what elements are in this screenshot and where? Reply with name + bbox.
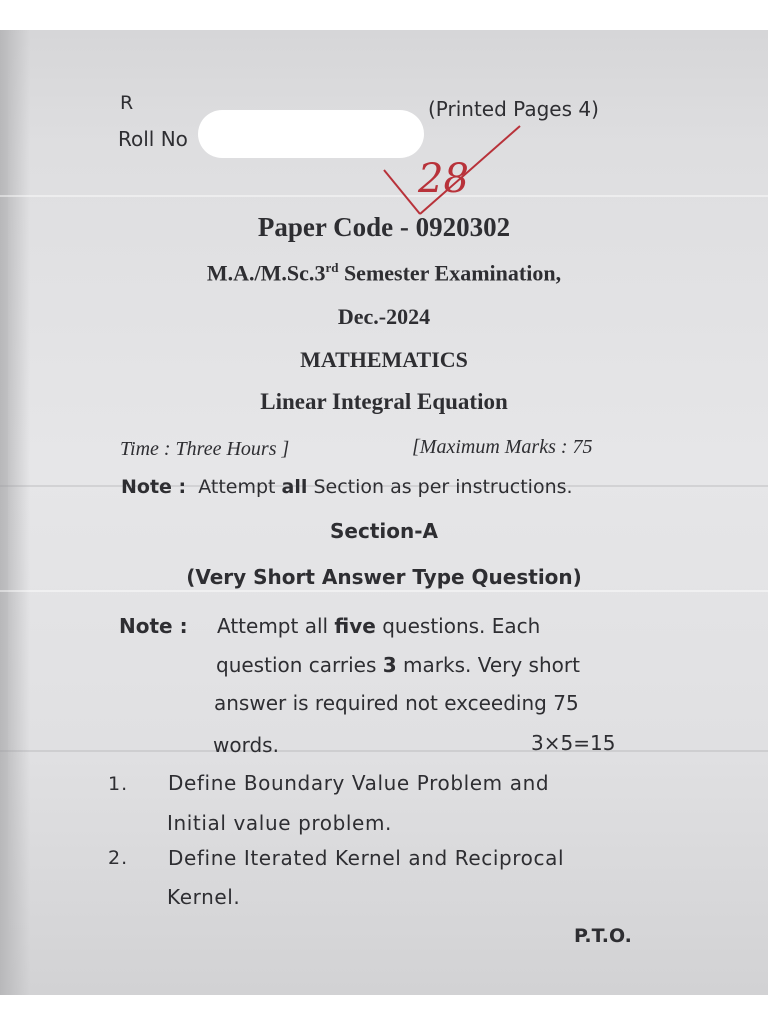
note-line2-bold: 3 — [382, 653, 397, 677]
paper-code: Paper Code - 0920302 — [257, 212, 511, 242]
note-line1-post: questions. Each — [375, 614, 541, 638]
subject-title: MATHEMATICS — [300, 347, 468, 372]
exam-semester-sup: rd — [325, 260, 339, 275]
general-note — [121, 476, 573, 498]
question-text-line1: Define Iterated Kernel and Reciprocal — [168, 846, 565, 870]
paper-fold — [0, 590, 768, 592]
exam-semester-rest: Semester Examination, — [338, 260, 562, 286]
marks-calculation: 3×5=15 — [531, 731, 616, 755]
pto-label: P.T.O. — [574, 925, 632, 947]
exam-session: Dec.-2024 — [337, 304, 431, 329]
header-letter: R — [120, 92, 134, 114]
note-line1-bold: five — [334, 614, 376, 638]
note-text-post: Section as per instructions. — [307, 476, 573, 498]
question-text-line2: Initial value problem. — [167, 811, 392, 835]
note-line2-post: marks. Very short — [396, 653, 580, 677]
section-title: Section-A — [330, 519, 438, 543]
note-label: Note : — [121, 476, 187, 498]
section-note-label: Note : — [119, 614, 188, 638]
exam-program: M.A./M.Sc. — [206, 260, 315, 286]
section-subtitle: (Very Short Answer Type Question) — [186, 565, 582, 589]
exam-line — [0, 260, 768, 286]
question-number: 1. — [108, 773, 129, 795]
max-marks-label: [Maximum Marks : 75 — [412, 436, 593, 458]
paper-title: Linear Integral Equation — [260, 389, 508, 414]
section-note-line4: words. — [213, 733, 279, 757]
question-text-line2: Kernel. — [167, 885, 241, 909]
paper-fold — [0, 750, 768, 752]
question-number: 2. — [108, 847, 129, 869]
note-text-bold: all — [281, 476, 308, 498]
section-note-line3: answer is required not exceeding 75 — [214, 691, 579, 715]
handwritten-marks: 28 — [418, 156, 469, 202]
note-line1-pre: Attempt all — [217, 614, 335, 638]
paper-shadow — [0, 30, 30, 995]
time-label: Time : Three Hours ] — [120, 438, 290, 460]
exam-semester-num: 3 — [314, 260, 326, 286]
note-text-pre: Attempt — [198, 476, 282, 498]
section-note-line2 — [216, 653, 580, 677]
question-text-line1: Define Boundary Value Problem and — [168, 771, 550, 795]
roll-no-label: Roll No — [118, 127, 188, 151]
note-line2-pre: question carries — [216, 653, 383, 677]
section-note-line1 — [217, 614, 632, 638]
printed-pages: (Printed Pages 4) — [428, 97, 599, 121]
